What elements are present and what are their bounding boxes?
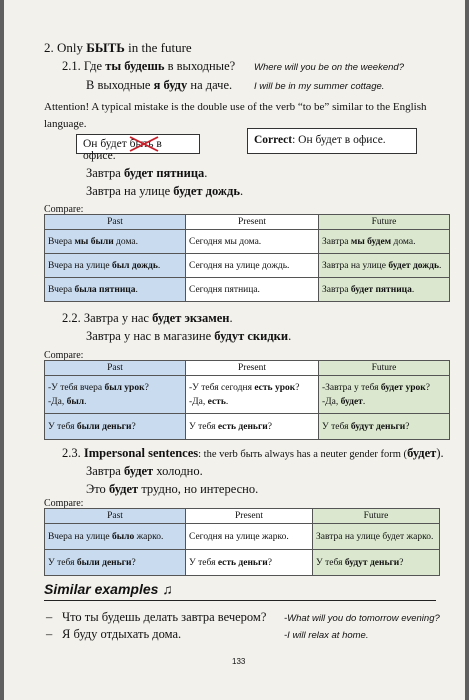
section-divider	[44, 600, 436, 601]
table-cell: Завтра на улице будет жарко.	[313, 524, 440, 550]
example-21-translation2: I will be in my summer cottage.	[254, 81, 385, 92]
section-heading: 2. Only БЫТЬ in the future	[44, 40, 192, 55]
table-cell: -У тебя сегодня есть урок? -Да, есть.	[186, 376, 319, 414]
table-cell: -У тебя вчера был урок? -Да, был.	[45, 376, 186, 414]
compare-table-3	[44, 508, 440, 576]
example-line-1: Завтра будет пятница.	[86, 166, 208, 180]
table-cell: Вчера на улице было жарко.	[45, 524, 186, 550]
table-cell: Вчера на улице был дождь.	[45, 254, 186, 278]
table-cell: Сегодня пятница.	[186, 278, 319, 302]
cross-out-mark-icon	[128, 135, 160, 153]
section-23-heading: 2.3. Impersonal sentences: the verb быть always has a neuter gender form (будет).	[62, 446, 444, 460]
table-cell: Сегодня на улице дождь.	[186, 254, 319, 278]
header-past: Past	[45, 509, 186, 524]
table-cell: Завтра будет пятница.	[319, 278, 450, 302]
header-future: Future	[319, 215, 450, 230]
dialog-line-1: Что ты будешь делать завтра вечером?	[62, 610, 267, 624]
music-note-icon: ♫	[162, 581, 173, 597]
similar-examples-title: Similar examples ♫	[44, 581, 173, 597]
table-cell: Завтра мы будем дома.	[319, 230, 450, 254]
dialog-dash: –	[46, 610, 53, 624]
crossed-out-word: быть	[130, 138, 154, 150]
example-21-translation1: Where will you be on the weekend?	[254, 62, 404, 73]
table-cell: У тебя были деньги?	[45, 414, 186, 440]
correct-example-box: Correct: Он будет в офисе.	[247, 128, 417, 154]
compare-table-1	[44, 214, 450, 302]
attention-note: Attention! A typical mistake is the double use of the verb “to be” similar to the English language.	[44, 101, 427, 130]
table-cell: Сегодня на улице жарко.	[186, 524, 313, 550]
page-number: 133	[232, 657, 246, 666]
table-cell: У тебя есть деньги?	[186, 550, 313, 576]
example-23-line2: Это будет трудно, но интересно.	[86, 482, 259, 496]
dialog-translation-1: -What will you do tomorrow evening?	[284, 613, 440, 624]
example-23-line1: Завтра будет холодно.	[86, 464, 203, 478]
table-cell: У тебя будут деньги?	[313, 550, 440, 576]
example-21-line1: 2.1. Где ты будешь в выходные?	[62, 59, 236, 73]
header-present: Present	[186, 509, 313, 524]
example-22-line2: Завтра у нас в магазине будут скидки.	[86, 329, 292, 343]
compare-table-2	[44, 360, 450, 440]
header-present: Present	[186, 215, 319, 230]
example-22-line1: 2.2. Завтра у нас будет экзамен.	[62, 311, 233, 325]
header-past: Past	[45, 361, 186, 376]
dialog-translation-2: -I will relax at home.	[284, 630, 369, 641]
compare-label: Compare:	[44, 498, 84, 509]
table-cell: Вчера была пятница.	[45, 278, 186, 302]
header-past: Past	[45, 215, 186, 230]
header-present: Present	[186, 361, 319, 376]
header-future: Future	[319, 361, 450, 376]
table-cell: -Завтра у тебя будет урок? -Да, будет.	[319, 376, 450, 414]
table-cell: Завтра на улице будет дождь.	[319, 254, 450, 278]
table-cell: У тебя есть деньги?	[186, 414, 319, 440]
wrong-example-box: Он будет быть в офисе.	[76, 134, 200, 154]
example-21-line2: В выходные я буду на даче.	[86, 78, 233, 92]
table-cell: Вчера мы были дома.	[45, 230, 186, 254]
compare-label: Compare:	[44, 350, 84, 361]
table-cell: У тебя были деньги?	[45, 550, 186, 576]
dialog-dash: –	[46, 627, 53, 641]
textbook-page	[4, 0, 465, 700]
table-cell: Сегодня мы дома.	[186, 230, 319, 254]
table-cell: У тебя будут деньги?	[319, 414, 450, 440]
dialog-line-2: Я буду отдыхать дома.	[62, 627, 182, 641]
compare-label: Compare:	[44, 204, 84, 215]
header-future: Future	[313, 509, 440, 524]
example-line-2: Завтра на улице будет дождь.	[86, 184, 244, 198]
